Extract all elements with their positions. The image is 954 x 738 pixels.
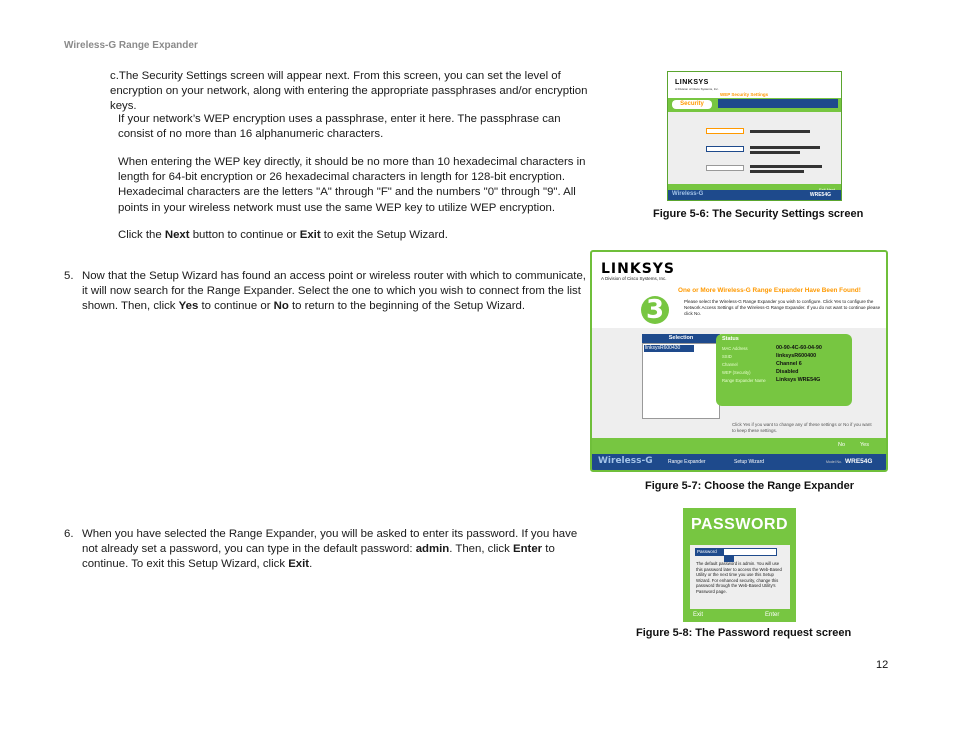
fig7-model-label: Model No.: [826, 460, 842, 464]
fig6-text-line: [750, 170, 804, 173]
fig7-status-label: Status: [722, 336, 739, 342]
fig6-linksys-logo: LINKSYS: [675, 79, 709, 86]
fig7-selection-list: [642, 343, 720, 419]
fig7-status-row-value: Disabled: [776, 369, 799, 375]
exit-keyword: Exit: [299, 229, 321, 241]
page-number: 12: [876, 659, 889, 671]
choose-range-expander-screenshot: [590, 250, 888, 472]
fig7-status-row-value: linksysR600400: [776, 353, 817, 359]
fig8-password-label: Password: [695, 548, 723, 556]
step-6-text-c: to continue. To exit this Setup Wizard, click: [82, 543, 555, 571]
fig7-status-row-value: Channel 6: [776, 361, 802, 367]
no-keyword: No: [273, 300, 289, 313]
admin-keyword: admin: [415, 543, 450, 556]
next-keyword: Next: [164, 229, 190, 241]
fig7-yes-button: Yes: [860, 442, 869, 448]
fig7-status-row-label: MAC Address: [722, 346, 748, 351]
fig7-status-row-label: Channel: [722, 362, 738, 367]
step-c-text-2: If your network’s WEP encryption uses a passphrase, enter it here. The passphrase can consist of no more than 16 alphanumeric characters.: [118, 113, 561, 141]
step-5-text-a: Now that the Setup Wizard has found an access point or wireless router with which to communicate, it will now search for the Range Expander. Select the one to which you wish to connect from the list shown. Then, click: [82, 270, 586, 313]
step-c-paragraph-2: [118, 112, 588, 142]
fig7-logo-subtitle: A Division of Cisco Systems, Inc.: [601, 276, 667, 281]
fig6-wireless-g: Wireless-G: [672, 191, 704, 197]
fig6-text-line: [750, 165, 822, 168]
fig7-wireless-g: Wireless-G: [598, 456, 653, 466]
figure-5-8-caption: Figure 5-8: The Password request screen: [636, 627, 852, 639]
fig7-heading: One or More Wireless-G Range Expander Have Been Found!: [678, 287, 861, 294]
fig8-description: The default password is admin. You will use this password later to access the Web-Based Utility or the next time you use this Setup Wizard. For enhanced security, change this password through the Web-Based Utility's Password page.: [696, 561, 782, 594]
fig7-status-row-label: SSID: [722, 354, 732, 359]
fig6-model: WRE54G: [809, 192, 831, 198]
fig6-passphrase-field: [706, 146, 744, 152]
step-c-text-1: c.The Security Settings screen will appear next. From this screen, you can set the level of encryption on your network, along with entering the appropriate passphrases and/or encryption keys.: [110, 70, 588, 113]
fig8-exit-button: Exit: [693, 612, 704, 618]
fig6-logo-subtitle: A Division of Cisco Systems, Inc.: [675, 87, 719, 91]
fig6-wep-select: [706, 128, 744, 134]
step-5-text-b: to continue or: [198, 300, 274, 313]
fig7-status-row-label: Range Expander Name: [722, 378, 766, 383]
step-c-text-4c: to exit the Setup Wizard.: [320, 229, 448, 241]
fig7-status-row-value: Linksys WRE54G: [776, 377, 821, 383]
fig6-text-line: [750, 130, 810, 133]
fig6-text-line: [750, 151, 800, 154]
fig6-footer: [668, 190, 841, 200]
fig7-status-row-label: WEP (Security): [722, 370, 751, 375]
fig7-selection-item: linksysR600430: [644, 345, 694, 352]
step-6-number: 6.: [64, 528, 74, 540]
step-6-paragraph: [82, 527, 590, 573]
fig7-status-row-value: 00-90-4C-60-04-90: [776, 345, 822, 351]
fig7-note: Click Yes if you want to change any of these settings or No if you want to keep these settings.: [732, 422, 872, 433]
fig6-section-title: WEP Security Settings: [720, 92, 769, 97]
step-5-paragraph: [82, 269, 587, 315]
step-5-text-c: to return to the beginning of the Setup Wizard.: [288, 300, 526, 313]
security-settings-screenshot: [667, 71, 842, 201]
yes-keyword: Yes: [178, 300, 199, 313]
fig7-footer-setup-wizard: Setup Wizard: [734, 459, 765, 465]
step-c-paragraph-1: [110, 69, 588, 115]
figure-5-6-caption: Figure 5-6: The Security Settings screen: [653, 208, 864, 220]
step-6-text-a: When you have selected the Range Expander, you will be asked to enter its password. If you have not already set a password, you can type in the default password:: [82, 528, 578, 556]
fig7-selection-header: Selection: [642, 334, 720, 343]
running-header: Wireless-G Range Expander: [64, 40, 198, 51]
step-6-text-d: .: [309, 558, 313, 571]
fig7-footer-range-expander: Range Expander: [668, 459, 706, 465]
fig6-wep-key-field: [706, 165, 744, 171]
step-c-text-4a: Click the: [118, 229, 165, 241]
step-6-text-b: . Then, click: [449, 543, 513, 556]
fig8-title: PASSWORD: [690, 516, 789, 533]
enter-keyword: Enter: [512, 543, 543, 556]
fig6-intro-bar: [718, 99, 838, 108]
exit-keyword-2: Exit: [288, 558, 310, 571]
fig7-no-button: No: [838, 442, 846, 448]
figure-5-7-caption: Figure 5-7: Choose the Range Expander: [645, 480, 855, 492]
fig7-instructions: Please select the Wireless-G Range Expander you wish to configure. Click Yes to configure the Network Access Settings of the Wireless-G Range Expander. If you do not want to continue please click No.: [684, 299, 881, 316]
fig7-step-number: 3: [641, 296, 669, 324]
fig7-model: WRE54G: [845, 458, 873, 465]
step-c-paragraph-3: [118, 155, 588, 216]
password-screenshot: [683, 508, 796, 622]
step-c-text-4b: button to continue or: [189, 229, 300, 241]
fig7-linksys-logo: LINKSYS: [601, 261, 675, 277]
fig7-status-box: [716, 334, 852, 406]
fig8-enter-button: Enter: [765, 612, 780, 618]
step-5-number: 5.: [64, 270, 74, 282]
step-c-text-3: When entering the WEP key directly, it should be no more than 10 hexadecimal characters in length for 64-bit encryption or 26 hexadecimal characters in length for 128-bit encryption. Hexadecimal characters are the letters "A" through "F" and the numbers "0" through "9". All points in your wireless network must use the same WEP key to utilize WEP encryption.: [118, 156, 586, 214]
step-c-paragraph-4: [118, 228, 588, 243]
fig6-security-tab: Security: [672, 100, 712, 109]
fig7-footer: [592, 454, 886, 470]
fig6-text-line: [750, 146, 820, 149]
fig8-password-field: [723, 548, 777, 556]
